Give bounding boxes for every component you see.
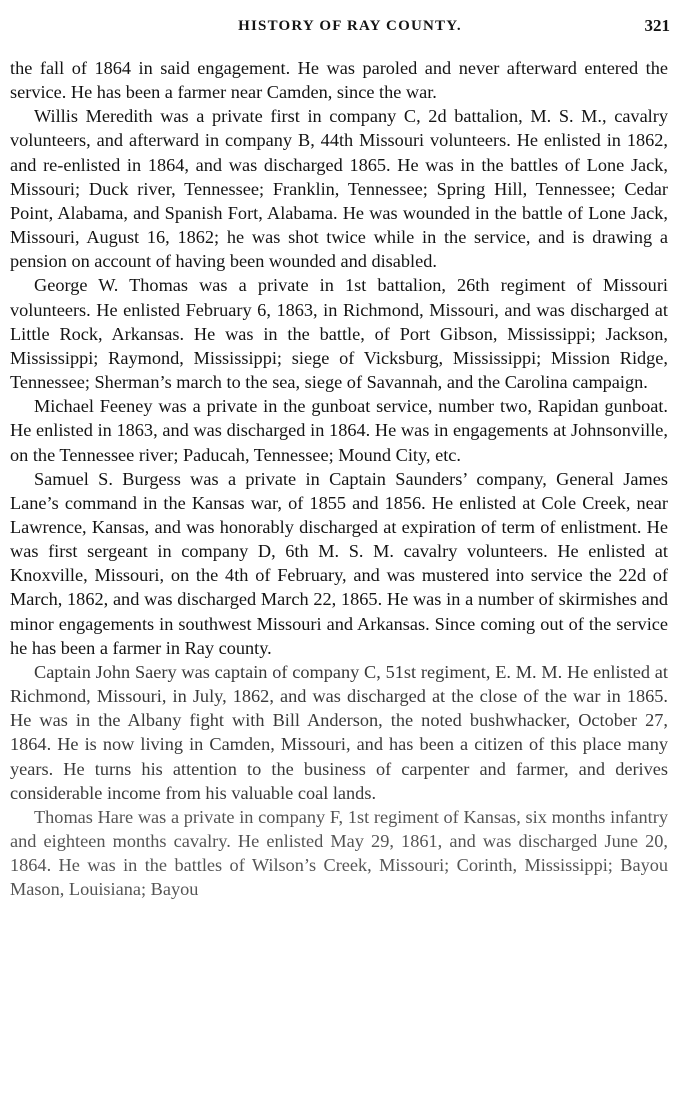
running-head: HISTORY OF RAY COUNTY.	[238, 18, 462, 34]
paragraph-captain-john-saery: Captain John Saery was captain of company C, 51st regiment, E. M. M. He enlisted at Richmond, Missouri, in July, 1862, and was discharged at the close of the war in 1865. He was in the Albany fight with Bill Anderson, the noted bushwhacker, October 27, 1864. He is now living in Camden, Missouri, and has been a citizen of this place many years. He turns his attention to the business of carpenter and farmer, and derives considerable income from his valuable coal lands.	[10, 661, 668, 803]
page-header	[10, 18, 670, 42]
paragraph-willis-meredith: Willis Meredith was a private first in company C, 2d battalion, M. S. M., cavalry volunteers, and afterward in company B, 44th Missouri volunteers. He enlisted in 1862, and re-enlisted in 1864, and was discharged 1865. He was in the battles of Lone Jack, Missouri; Duck river, Tennessee; Franklin, Tennessee; Spring Hill, Tennessee; Cedar Point, Alabama, and Spanish Fort, Alabama. He was wounded in the battle of Lone Jack, Missouri, August 16, 1862; he was shot twice while in the service, and is drawing a pension on account of having been wounded and disabled.	[10, 106, 668, 272]
body-text	[10, 56, 668, 901]
paragraph-samuel-s-burgess: Samuel S. Burgess was a private in Captain Saunders’ company, General James Lane’s command in the Kansas war, of 1855 and 1856. He enlisted at Cole Creek, near Lawrence, Kansas, and was honorably discharged at expiration of term of enlistment. He was first sergeant in company D, 6th M. S. M. cavalry volunteers. He enlisted at Knoxville, Missouri, on the 4th of February, and was mustered into service the 22d of March, 1862, and was discharged March 22, 1865. He was in a number of skirmishes and minor engagements in southwest Missouri and Arkansas. Since coming out of the service he has been a farmer in Ray county.	[10, 468, 668, 658]
paragraph-thomas-hare: Thomas Hare was a private in company F, 1st regiment of Kansas, six months infantry and eighteen months cavalry. He enlisted May 29, 1861, and was discharged June 20, 1864. He was in the battles of Wilson’s Creek, Missouri; Corinth, Mississippi; Bayou Mason, Louisiana; Bayou	[10, 806, 668, 900]
page-number: 321	[644, 16, 670, 35]
paragraph-michael-feeney: Michael Feeney was a private in the gunboat service, number two, Rapidan gunboat. He enlisted in 1863, and was discharged in 1864. He was in engagements at Johnsonville, on the Tennessee river; Paducah, Tennessee; Mound City, etc.	[10, 396, 668, 465]
paragraph-george-w-thomas: George W. Thomas was a private in 1st battalion, 26th regiment of Missouri volunteers. He enlisted February 6, 1863, in Richmond, Missouri, and was discharged at Little Rock, Arkansas. He was in the battle, of Port Gibson, Mississippi; Jackson, Mississippi; Raymond, Mississippi; siege of Vicksburg, Mississippi; Mission Ridge, Tennessee; Sherman’s march to the sea, siege of Savannah, and the Carolina campaign.	[10, 275, 668, 393]
paragraph-continuation: the fall of 1864 in said engagement. He was paroled and never afterward entered the service. He has been a farmer near Camden, since the war.	[10, 58, 668, 103]
